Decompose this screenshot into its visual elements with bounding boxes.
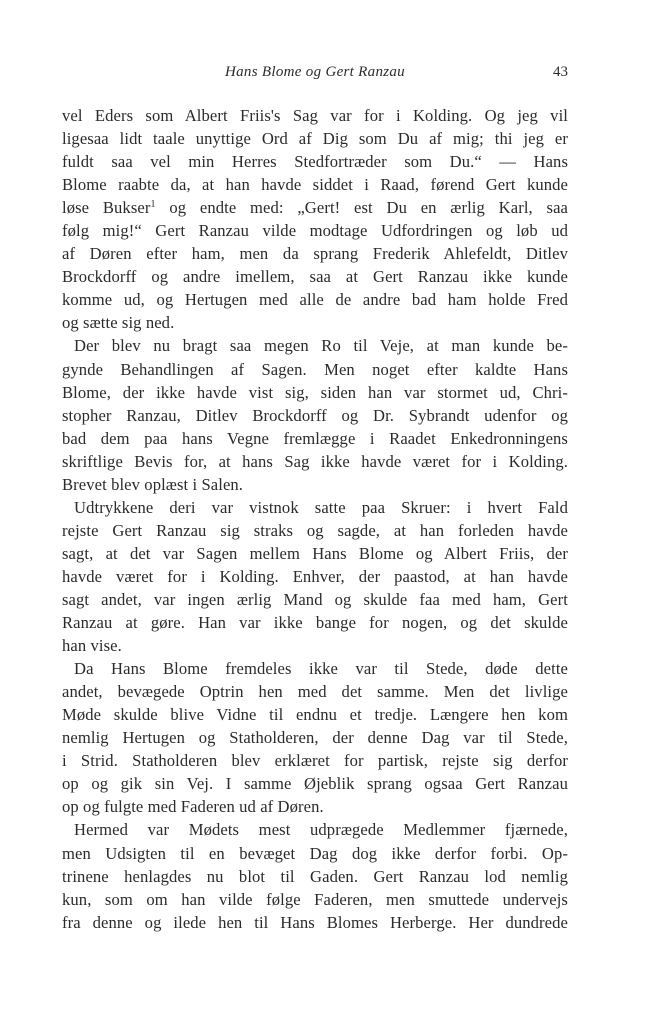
text-line: sagt, at det var Sagen mellem Hans Blome og Albert Friis, der bbox=[62, 543, 568, 563]
text-line: følg mig!“ Gert Ranzau vilde modtage Udfordringen og løb ud bbox=[62, 221, 568, 241]
text-line: komme ud, og Hertugen med alle de andre bad ham holde Fred bbox=[62, 290, 568, 310]
text-line: Møde skulde blive Vidne til endnu et tredje. Længere hen kom bbox=[62, 705, 568, 725]
text-line: nemlig Hertugen og Statholderen, der denne Dag var til Stede, bbox=[62, 728, 568, 748]
text-line: vel Eders som Albert Friis's Sag var for i Kolding. Og jeg vil bbox=[62, 106, 568, 125]
text-line: sagt andet, var ingen ærlig Mand og skulde faa med ham, Gert bbox=[62, 589, 568, 609]
text-line: gynde Behandlingen af Sagen. Men noget efter kaldte Hans bbox=[62, 359, 568, 379]
text-line: men Udsigten til en bevæget Dag dog ikke derfor forbi. Op- bbox=[62, 843, 568, 863]
text-line: han vise. bbox=[62, 636, 122, 656]
text-line: fuldt saa vel min Herres Stedfortræder som Du.“ — Hans bbox=[62, 152, 568, 172]
text-fragment: løse Bukser bbox=[62, 198, 151, 218]
text-line: Udtrykkene deri var vistnok satte paa Skruer: i hvert Fald bbox=[74, 497, 568, 517]
text-line: andet, bevægede Optrin hen med det samme. Men det livlige bbox=[62, 682, 568, 702]
text-line: ligesaa lidt taale unyttige Ord af Dig som Du af mig; thi jeg er bbox=[62, 129, 568, 149]
text-line: Brevet blev oplæst i Salen. bbox=[62, 474, 244, 494]
text-line: Brockdorff og andre imellem, saa at Gert Ranzau ikke kunde bbox=[62, 267, 568, 287]
text-line: havde været for i Kolding. Enhver, der paastod, at han havde bbox=[62, 566, 568, 586]
text-line: Der blev nu bragt saa megen Ro til Veje, at man kunde be- bbox=[74, 336, 568, 356]
page-header bbox=[62, 64, 568, 86]
text-line: Da Hans Blome fremdeles ikke var til Stede, døde dette bbox=[74, 659, 568, 679]
text-fragment: og endte med: „Gert! est Du en ærlig Karl, saa bbox=[169, 198, 569, 218]
text-line: og sætte sig ned. bbox=[62, 313, 175, 333]
text-line: Ranzau at gøre. Han var ikke bange for nogen, og det skulde bbox=[62, 613, 568, 633]
body-text bbox=[62, 104, 568, 934]
text-line: skriftlige Bevis for, at hans Sag ikke havde været for i Kolding. bbox=[62, 451, 568, 471]
running-title: Hans Blome og Gert Ranzau bbox=[225, 64, 405, 80]
text-line: op og fulgte med Faderen ud af Døren. bbox=[62, 797, 324, 817]
text-line: op og gik sin Vej. I samme Øjeblik sprang ogsaa Gert Ranzau bbox=[62, 774, 568, 794]
text-line: Hermed var Mødets mest udprægede Medlemmer fjærnede, bbox=[74, 820, 568, 840]
text-line: fra denne og ilede hen til Hans Blomes Herberge. Her dundrede bbox=[62, 912, 568, 932]
text-line: stopher Ranzau, Ditlev Brockdorff og Dr. Sybrandt udenfor og bbox=[62, 405, 568, 425]
page-number: 43 bbox=[553, 64, 568, 80]
footnote-marker: 1 bbox=[150, 199, 156, 211]
text-line-with-footnote bbox=[62, 196, 568, 219]
text-line: trinene henlagdes nu blot til Gaden. Gert Ranzau lod nemlig bbox=[62, 866, 568, 886]
text-line: Blome, der ikke havde vist sig, siden han var stormet ud, Chri- bbox=[62, 382, 568, 402]
text-line: i Strid. Statholderen blev erklæret for partisk, rejste sig derfor bbox=[62, 751, 568, 771]
text-line: af Døren efter ham, men da sprang Frederik Ahlefeldt, Ditlev bbox=[62, 244, 568, 264]
text-line: bad dem paa hans Vegne fremlægge i Raadet Enkedronningens bbox=[62, 428, 568, 448]
text-line: Blome raabte da, at han havde siddet i Raad, førend Gert kunde bbox=[62, 175, 568, 195]
text-line: rejste Gert Ranzau sig straks og sagde, at han forleden havde bbox=[62, 520, 568, 540]
text-line: kun, som om han vilde følge Faderen, men smuttede undervejs bbox=[62, 889, 568, 909]
